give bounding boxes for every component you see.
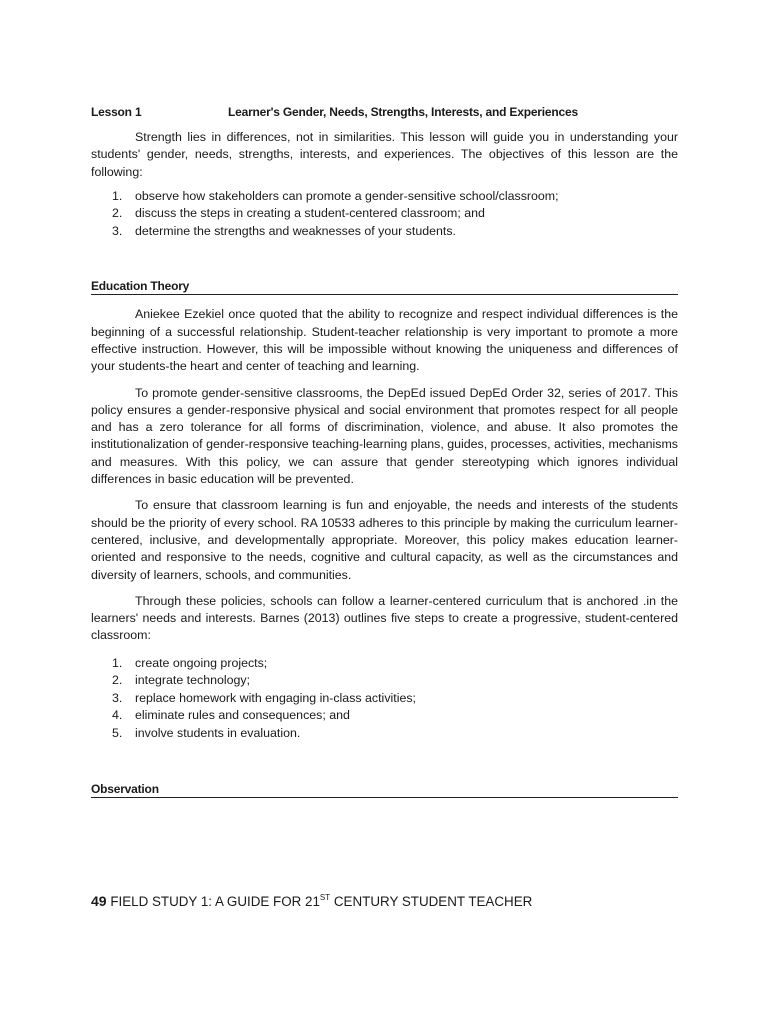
footer-title-end: CENTURY STUDENT TEACHER [333, 894, 533, 909]
theory-paragraph: Aniekee Ezekiel once quoted that the ability to recognize and respect individual differences is the beginning of a successful relationship. Student-teacher relationship is very important to promote a more effective instruction. However, this will be impossible without knowing the uniqueness and differences of your students-the heart and center of teaching and learning. [91, 307, 678, 374]
lesson-header [91, 104, 678, 120]
list-item: 1. create ongoing projects; [112, 655, 268, 670]
list-item: 3. replace homework with engaging in-class activities; [112, 690, 416, 705]
objectives-list [91, 188, 678, 241]
theory-paragraph: To ensure that classroom learning is fun and enjoyable, the needs and interests of the students should be the priority of every school. RA 10533 adheres to this principle by making the curriculum learner-centered, inclusive, and developmentally appropriate. Moreover, this policy makes education learner-oriented and responsive to the needs, cognitive and cultural capacity, as well as the circumstances and diversity of learners, schools, and communities. [91, 498, 678, 582]
footer-title-start: FIELD STUDY 1: A GUIDE FOR 21 [110, 894, 320, 909]
lesson-number: Lesson 1 [91, 105, 142, 119]
list-item: 2. discuss the steps in creating a student-centered classroom; and [112, 206, 485, 221]
page-number: 49 [91, 893, 107, 909]
theory-paragraph: Through these policies, schools can follow a learner-centered curriculum that is anchored .in the learners' needs and interests. Barnes (2013) outlines five steps to create a progressive, student-centered classroom: [91, 593, 678, 643]
document-page [91, 104, 678, 798]
intro-paragraph: Strength lies in differences, not in similarities. This lesson will guide you in understanding your students' gender, needs, strengths, interests, and experiences. The objectives of this lesson are the following: [91, 130, 678, 179]
list-item: 2. integrate technology; [112, 673, 251, 688]
education-theory-heading: Education Theory [91, 278, 678, 295]
footer-superscript: ST [319, 893, 331, 902]
list-item: 5. involve students in evaluation. [112, 725, 301, 740]
theory-paragraph: To promote gender-sensitive classrooms, the DepEd issued DepEd Order 32, series of 2017. This policy ensures a gender-responsive physical and social environment that promotes respect for all people and has a zero tolerance for all forms of discrimination, violence, and abuse. It also promotes the institutionalization of gender-responsive teaching-learning plans, guides, processes, activities, mechanisms and measures. With this policy, we can assure that gender stereotyping which ignores individual differences in basic education will be prevented. [91, 385, 678, 487]
education-theory-body [91, 306, 678, 644]
list-item: 1. observe how stakeholders can promote a gender-sensitive school/classroom; [112, 188, 559, 203]
list-item: 4. eliminate rules and consequences; and [112, 708, 350, 723]
list-item: 3. determine the strengths and weaknesses of your students. [112, 223, 456, 238]
steps-list [91, 655, 678, 743]
page-footer [91, 893, 532, 909]
observation-heading: Observation [91, 781, 678, 798]
lesson-title: Learner's Gender, Needs, Strengths, Interests, and Experiences [228, 105, 578, 119]
